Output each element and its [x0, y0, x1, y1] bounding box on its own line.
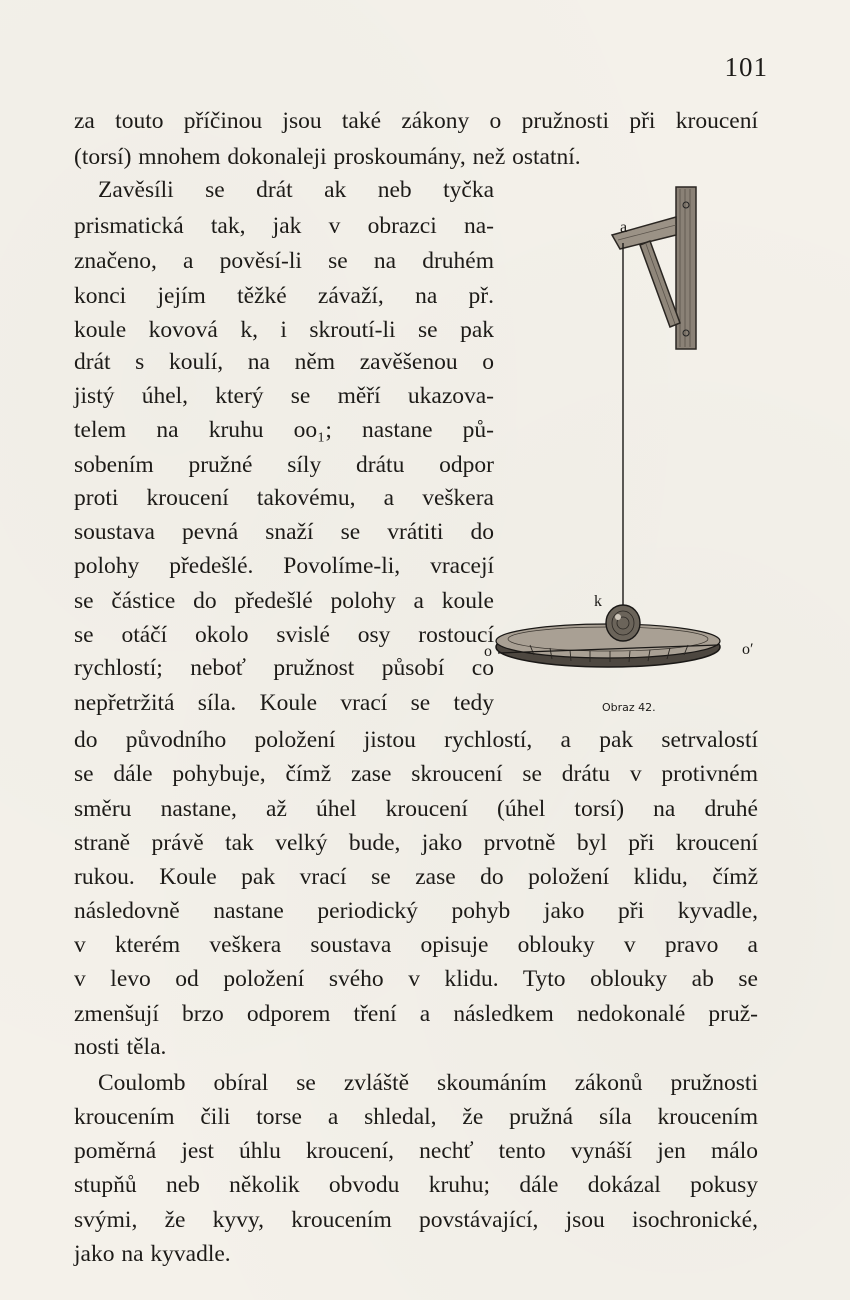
text-line: Zavěsíli se drát ak neb tyčka — [98, 177, 494, 203]
label-o: o — [484, 643, 492, 660]
text-line: stupňů neb několik obvodu kruhu; dále dokázal pokusy — [74, 1172, 758, 1198]
text-line: svými, že kyvy, kroucením povstávající, jsou isochronické, — [74, 1207, 758, 1233]
text-line: nepřetržitá síla. Koule vrací se tedy — [74, 690, 494, 716]
text-line: poměrná jest úhlu kroucení, nechť tento vynáší jen málo — [74, 1138, 758, 1164]
text-line: v levo od položení svého v klidu. Tyto oblouky ab se — [74, 966, 758, 992]
text-line: jako na kyvadle. — [74, 1241, 231, 1267]
bracket-post — [676, 187, 696, 349]
figure-caption: Obraz 42. — [602, 701, 656, 714]
text-line: rychlostí; neboť pružnost působí co — [74, 655, 494, 681]
text-line: zmenšují brzo odporem tření a následkem nedokonalé pruž- — [74, 1001, 758, 1027]
label-a: a — [620, 219, 628, 236]
text-line: za touto příčinou jsou také zákony o pružnosti při kroucení — [74, 108, 758, 134]
text-line: Coulomb obíral se zvláště skoumáním zákonů pružnosti — [98, 1070, 758, 1096]
label-k: k — [594, 593, 602, 610]
text-line: proti kroucení takovému, a veškera — [74, 485, 494, 511]
text-line: rukou. Koule pak vrací se zase do položení klidu, čímž — [74, 864, 758, 890]
page-number: 101 — [724, 52, 768, 82]
metal-ball — [606, 605, 640, 641]
text-line: drát s koulí, na něm zavěšenou o — [74, 349, 494, 375]
text-line: konci jejím těžké závaží, na př. — [74, 283, 494, 309]
bracket-brace — [640, 241, 680, 327]
text-line: jistý úhel, který se měří ukazova- — [74, 383, 494, 409]
text-line: směru nastane, až úhel kroucení (úhel torsí) na druhé — [74, 796, 758, 822]
text-line: se dále pohybuje, čímž zase skroucení se drátu v protivném — [74, 761, 758, 787]
text-line: sobením pružné síly drátu odpor — [74, 452, 494, 478]
text-line: značeno, a pověsí-li se na druhém — [74, 248, 494, 274]
text-line: se otáčí okolo svislé osy rostoucí — [74, 622, 494, 648]
text-line: polohy předešlé. Povolíme-li, vracejí — [74, 553, 494, 579]
torsion-pendulum-illustration — [490, 175, 780, 720]
text-line: telem na kruhu oo₁; nastane pů- — [74, 417, 494, 443]
text-line: nosti těla. — [74, 1034, 167, 1060]
text-line: (torsí) mnohem dokonaleji proskoumány, než ostatní. — [74, 144, 581, 170]
text-line: následovně nastane periodický pohyb jako při kyvadle, — [74, 898, 758, 924]
text-line: v kterém veškera soustava opisuje oblouky v pravo a — [74, 932, 758, 958]
text-line: koule kovová k, i skroutí-li se pak — [74, 317, 494, 343]
text-line: soustava pevná snaží se vrátiti do — [74, 519, 494, 545]
label-o1: o′ — [742, 641, 754, 658]
text-line: kroucením čili torse a shledal, že pružná síla kroucením — [74, 1104, 758, 1130]
text-line: prismatická tak, jak v obrazci na- — [74, 213, 494, 239]
text-line: do původního položení jistou rychlostí, a pak setrvalostí — [74, 727, 758, 753]
torsion-pendulum-figure — [484, 175, 780, 720]
text-line: se částice do předešlé polohy a koule — [74, 588, 494, 614]
text-line: straně právě tak velký bude, jako prvotně byl při kroucení — [74, 830, 758, 856]
